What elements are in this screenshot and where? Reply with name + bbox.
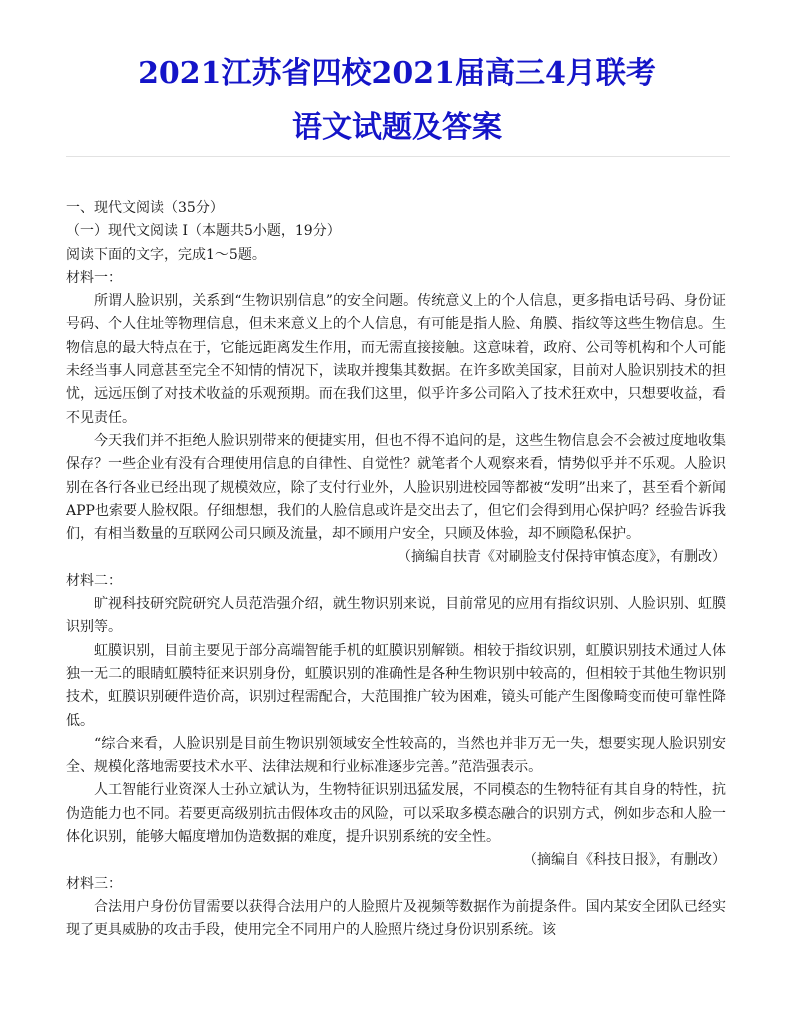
title-divider xyxy=(66,156,730,157)
document-body xyxy=(66,197,726,943)
material-2-paragraph-3: “综合来看，人脸识别是目前生物识别领域安全性较高的，当然也并非万无一失，想要实现人脸识别安全、规模化落地需要技术水平、法律法规和行业标准逐步完善。”范浩强表示。 xyxy=(66,735,726,776)
material-1-paragraph-1: 所谓人脸识别，关系到“生物识别信息”的安全问题。传统意义上的个人信息，更多指电话号码、身份证号码、个人住址等物理信息，但未来意义上的个人信息，有可能是指人脸、角膜、指纹等这些生物信息。生物信息的最大特点在于，它能远距离发生作用，而无需直接接触。这意味着，政府、公司等机构和个人可能未经当事人同意甚至完全不知情的情况下，读取并搜集其数据。在许多欧美国家，目前对人脸识别技术的担忧，远远压倒了对技术收益的乐观预期。而在我们这里，似乎许多公司陷入了技术狂欢中，只想要收益，看不见责任。 xyxy=(66,293,726,426)
material-2-label: 材料二： xyxy=(66,572,122,589)
material-1-paragraph-2: 今天我们并不拒绝人脸识别带来的便捷实用，但也不得不追问的是，这些生物信息会不会被过度地收集保存？一些企业有没有合理使用信息的自律性、自觉性？就笔者个人观察来看，情势似乎并不乐观。人脸识别在各行各业已经出现了规模效应，除了支付行业外，人脸识别进校园等都被“发明”出来了，甚至看个新闻APP也索要人脸权限。仔细想想，我们的人脸信息或许是交出去了，但它们会得到用心保护吗？经验告诉我们，有相当数量的互联网公司只顾及流量，却不顾用户安全，只顾及体验，却不顾隐私保护。 xyxy=(66,432,726,543)
material-1-source: （摘编自扶青《对刷脸支付保持审慎态度》，有删改） xyxy=(397,549,726,566)
document-title-line-1: 2021江苏省四校2021届高三4月联考 xyxy=(138,56,656,91)
section-subheading: （一）现代文阅读 I（本题共5小题，19分） xyxy=(66,223,341,240)
reading-instruction: 阅读下面的文字，完成1～5题。 xyxy=(66,246,266,263)
document-title-line-2: 语文试题及答案 xyxy=(292,110,502,145)
material-1-label: 材料一： xyxy=(66,269,122,286)
material-2-paragraph-4: 人工智能行业资深人士孙立斌认为，生物特征识别迅猛发展，不同模态的生物特征有其自身的特性，抗伪造能力也不同。若要更高级别抗击假体攻击的风险，可以采取多模态融合的识别方式，例如步态和人脸一体化识别，能够大幅度增加伪造数据的难度，提升识别系统的安全性。 xyxy=(66,782,726,846)
material-3-paragraph-1: 合法用户身份仿冒需要以获得合法用户的人脸照片及视频等数据作为前提条件。国内某安全团队已经实现了更具威胁的攻击手段，使用完全不同用户的人脸照片绕过身份识别系统。该 xyxy=(66,898,726,939)
section-heading: 一、现代文阅读（35分） xyxy=(66,200,224,216)
material-2-paragraph-1: 旷视科技研究院研究人员范浩强介绍，就生物识别来说，目前常见的应用有指纹识别、人脸识别、虹膜识别等。 xyxy=(66,596,726,636)
material-2-paragraph-2: 虹膜识别，目前主要见于部分高端智能手机的虹膜识别解锁。相较于指纹识别，虹膜识别技术通过人体独一无二的眼睛虹膜特征来识别身份，虹膜识别的准确性是各种生物识别中较高的，但相较于其他生物识别技术，虹膜识别硬件造价高，识别过程需配合，大范围推广较为困难，镜头可能产生图像畸变而使可靠性降低。 xyxy=(66,642,726,729)
material-3-label: 材料三： xyxy=(66,875,122,892)
material-2-source: （摘编自《科技日报》，有删改） xyxy=(523,852,726,869)
